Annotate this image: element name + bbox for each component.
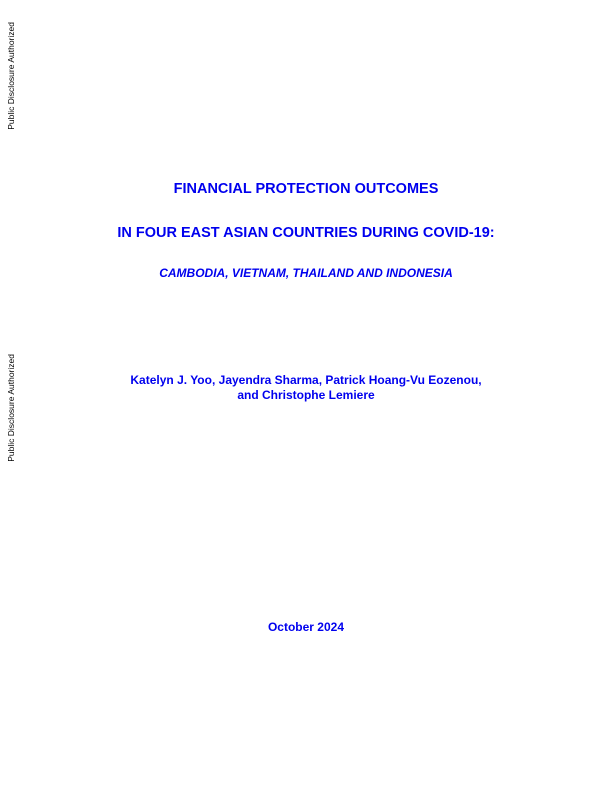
- document-subtitle: CAMBODIA, VIETNAM, THAILAND AND INDONESIA: [159, 266, 453, 280]
- public-disclosure-label-top: Public Disclosure Authorized: [6, 22, 16, 130]
- publication-date: October 2024: [267, 620, 345, 634]
- document-title-line-1: FINANCIAL PROTECTION OUTCOMES: [173, 181, 439, 197]
- author-list: [0, 373, 612, 403]
- author-line-2: and Christophe Lemiere: [237, 388, 375, 402]
- public-disclosure-label-bottom: Public Disclosure Authorized: [6, 354, 16, 462]
- document-title-line-2: IN FOUR EAST ASIAN COUNTRIES DURING COVID-19:: [117, 225, 495, 241]
- author-line-1: Katelyn J. Yoo, Jayendra Sharma, Patrick Hoang-Vu Eozenou,: [130, 373, 482, 387]
